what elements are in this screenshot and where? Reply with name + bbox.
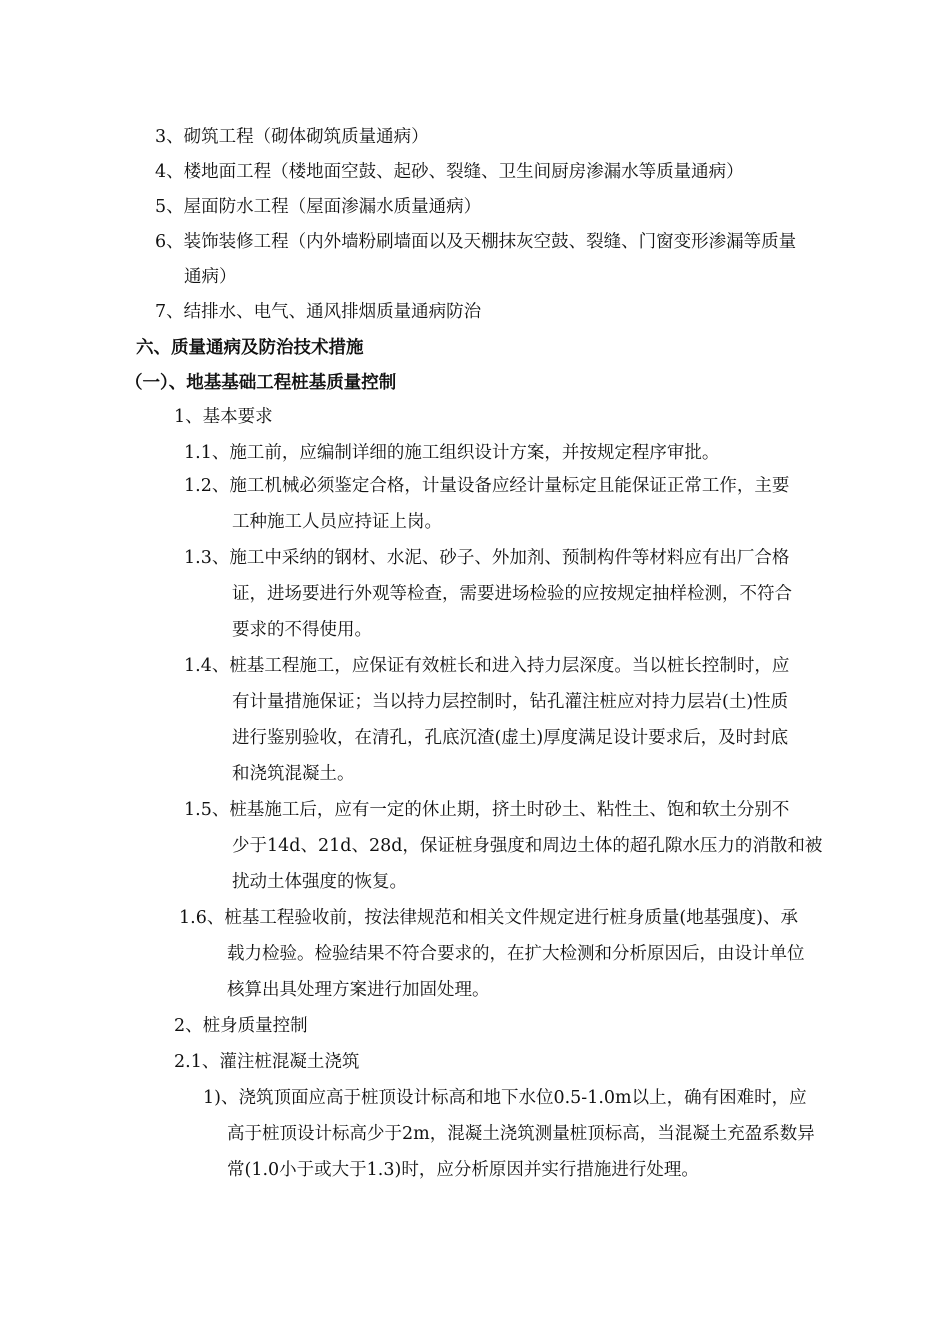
- item-1-cont: 高于桩顶设计标高少于2m，混凝土浇筑测量桩顶标高，当混凝土充盈系数异: [227, 1124, 815, 1144]
- subsection-2-1: 2.1、灌注桩混凝土浇筑: [174, 1052, 360, 1072]
- section-heading: 六、质量通病及防治技术措施: [136, 338, 364, 358]
- list-item-5: 5、屋面防水工程（屋面渗漏水质量通病）: [155, 197, 482, 217]
- paragraph-1-4: 1.4、桩基工程施工，应保证有效桩长和进入持力层深度。当以桩长控制时，应: [184, 656, 790, 676]
- paragraph-1-4-cont: 进行鉴别验收，在清孔，孔底沉渣(虚土)厚度满足设计要求后，及时封底: [232, 728, 789, 748]
- paragraph-1-5-cont: 扰动土体强度的恢复。: [232, 872, 407, 892]
- list-item-7: 7、结排水、电气、通风排烟质量通病防治: [155, 302, 482, 322]
- paragraph-1-3-cont: 要求的不得使用。: [232, 620, 372, 640]
- paragraph-1-6-cont: 核算出具处理方案进行加固处理。: [227, 980, 490, 1000]
- paragraph-1-4-cont: 有计量措施保证；当以持力层控制时，钻孔灌注桩应对持力层岩(土)性质: [232, 692, 789, 712]
- paragraph-1-3-cont: 证，进场要进行外观等检查，需要进场检验的应按规定抽样检测，不符合: [232, 584, 792, 604]
- paragraph-1-5: 1.5、桩基施工后，应有一定的休止期，挤土时砂土、粘性土、饱和软土分别不: [184, 800, 790, 820]
- subsection-heading: （一）、地基基础工程桩基质量控制: [125, 373, 397, 393]
- paragraph-1-5-cont: 少于14d、21d、28d，保证桩身强度和周边土体的超孔隙水压力的消散和被: [232, 836, 823, 856]
- basic-requirements-title: 1、基本要求: [174, 407, 273, 427]
- paragraph-1-1: 1.1、施工前，应编制详细的施工组织设计方案，并按规定程序审批。: [184, 443, 720, 463]
- paragraph-1-4-cont: 和浇筑混凝土。: [232, 764, 355, 784]
- item-1: 1)、浇筑顶面应高于桩顶设计标高和地下水位0.5-1.0m以上，确有困难时，应: [203, 1088, 807, 1108]
- paragraph-1-2: 1.2、施工机械必须鉴定合格，计量设备应经计量标定且能保证正常工作，主要: [184, 476, 790, 496]
- list-item-6-cont: 通病）: [184, 267, 237, 287]
- list-item-3: 3、砌筑工程（砌体砌筑质量通病）: [155, 127, 429, 147]
- paragraph-1-6: 1.6、桩基工程验收前，按法律规范和相关文件规定进行桩身质量(地基强度)、承: [179, 908, 798, 928]
- list-item-4: 4、楼地面工程（楼地面空鼓、起砂、裂缝、卫生间厨房渗漏水等质量通病）: [155, 162, 744, 182]
- list-item-6: 6、装饰装修工程（内外墙粉刷墙面以及天棚抹灰空鼓、裂缝、门窗变形渗漏等质量: [155, 232, 797, 252]
- paragraph-1-6-cont: 载力检验。检验结果不符合要求的，在扩大检测和分析原因后，由设计单位: [227, 944, 805, 964]
- paragraph-1-3: 1.3、施工中采纳的钢材、水泥、砂子、外加剂、预制构件等材料应有出厂合格: [184, 548, 790, 568]
- pile-quality-title: 2、桩身质量控制: [174, 1016, 308, 1036]
- paragraph-1-2-cont: 工种施工人员应持证上岗。: [232, 512, 442, 532]
- item-1-cont: 常(1.0小于或大于1.3)时，应分析原因并实行措施进行处理。: [227, 1160, 699, 1180]
